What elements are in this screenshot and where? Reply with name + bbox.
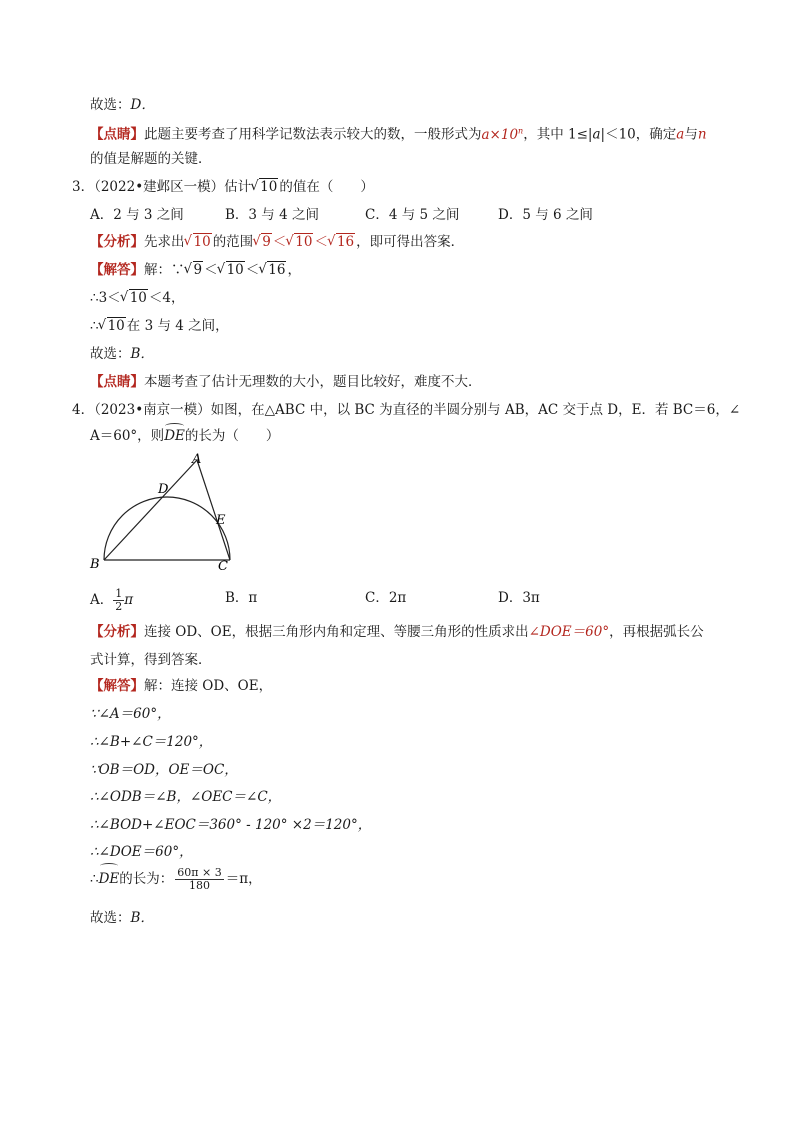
solution-text: ＝π，: [225, 871, 262, 887]
answer-prefix: 故选：: [90, 97, 131, 113]
solution-tag: 【解答】: [90, 262, 144, 278]
q3-answer-line: [90, 344, 154, 364]
q2-answer-line: [90, 95, 155, 115]
option-a: A．2 与 3 之间: [90, 207, 184, 223]
label-e: E: [216, 513, 226, 528]
comment-tag: 【点睛】: [90, 374, 144, 390]
label-b: B: [90, 557, 100, 572]
answer-choice: B．: [130, 910, 154, 926]
semicircle: [104, 497, 230, 560]
analysis-text: 连接 OD、OE，根据三角形内角和定理、等腰三角形的性质求出: [144, 624, 529, 640]
option-d: D．5 与 6 之间: [498, 207, 593, 223]
option-a: A． $\frac{1}{2}$ π: [90, 587, 134, 613]
option-b: B．π: [225, 590, 258, 606]
formula-a-times-10n: $a\times 10^n$: [481, 126, 524, 143]
answer-prefix: 故选：: [90, 346, 131, 362]
therefore-symbol: ∴: [90, 318, 99, 334]
q4-stem-line1: [72, 400, 740, 420]
analysis-text: 的范围: [212, 234, 254, 250]
comment-text: ，其中 1≤|: [523, 126, 593, 143]
formula-n: n: [697, 126, 707, 143]
arc-de: DE: [164, 428, 185, 444]
analysis-text: ，再根据弧长公: [609, 624, 704, 640]
q4-solution-line1: [90, 676, 272, 696]
q4-options: [90, 588, 690, 612]
q4-arc-length-line: [90, 866, 262, 892]
q4-step: ∴∠B+∠C＝120°，: [90, 734, 213, 750]
option-c: C．4 与 5 之间: [365, 207, 460, 223]
q4-step: ∵OB＝OD，OE＝OC，: [90, 762, 238, 778]
sqrt-16: √ 16: [259, 260, 286, 280]
q2-comment-line1: [90, 121, 707, 145]
comment-text: 此题主要考查了用科学记数法表示较大的数，一般形式为: [144, 126, 482, 143]
q3-solution-line2: [90, 288, 184, 308]
label-a: A: [192, 452, 202, 467]
question-text: 的长为（ ）: [184, 428, 280, 444]
analysis-text: ，即可得出答案．: [356, 234, 465, 250]
sqrt-10: √ 10: [99, 316, 126, 336]
therefore-symbol: ∴: [90, 871, 99, 887]
label-d: D: [158, 482, 169, 497]
option-d: D．3π: [498, 590, 540, 606]
sqrt-expression: √ 10: [251, 177, 278, 197]
comment-tag: 【点睛】: [90, 126, 144, 143]
sqrt-10: √ 10: [185, 232, 212, 252]
question-source: （2022•建邺区一模）估计: [94, 179, 252, 195]
q4-step: ∴∠DOE＝60°，: [90, 844, 193, 860]
solution-text: 在 3 与 4 之间，: [126, 318, 229, 334]
fraction-arc-length: $\frac{60\pi \times 3}{180}$: [177, 866, 222, 892]
arc-de: DE: [99, 866, 120, 892]
segment-ab: [104, 460, 197, 560]
question-suffix: 的值在（ ）: [279, 179, 374, 195]
question-number: 3．: [72, 179, 95, 195]
q4-analysis-line1: [90, 622, 704, 642]
answer-choice: B．: [130, 346, 154, 362]
analysis-tag: 【分析】: [90, 234, 144, 250]
q3-stem: [72, 177, 374, 197]
answer-choice: D．: [130, 97, 155, 113]
option-b: B．3 与 4 之间: [225, 207, 319, 223]
sqrt-10: √ 10: [121, 288, 148, 308]
label-c: C: [218, 559, 228, 574]
solution-text: 的长为：: [119, 871, 174, 887]
comment-text: |＜10，确定: [600, 126, 677, 143]
solution-text: ＜4，: [148, 290, 185, 306]
q4-step: ∴∠ODB＝∠B，∠OEC＝∠C，: [90, 789, 282, 805]
q4-answer-line: [90, 908, 154, 928]
segment-ac: [197, 460, 230, 560]
angle-doe-60: ∠DOE＝60°: [528, 624, 610, 640]
comment-text: 与: [684, 126, 698, 143]
analysis-tag: 【分析】: [90, 624, 144, 640]
comment-text: 本题考查了估计无理数的大小，题目比较好，难度不大．: [144, 374, 482, 390]
q3-analysis: [90, 232, 464, 252]
question-text: （2023•南京一模）如图，在△ABC 中，以 BC 为直径的半圆分别与 AB，AC 交于点 D，E．若 BC＝6，∠: [94, 402, 741, 418]
q4-step: ∴∠BOD+∠EOC＝360° - 120° ×2＝120°，: [90, 817, 372, 833]
sqrt-9: √ 9: [185, 260, 204, 280]
solution-text: 解：∵: [144, 262, 185, 278]
triangle-semicircle-figure: [86, 448, 246, 576]
question-number: 4．: [72, 402, 95, 418]
formula-a: a: [676, 126, 685, 143]
q3-solution-line3: [90, 316, 229, 336]
sqrt-10: √ 10: [218, 260, 245, 280]
question-text: A＝60°，则: [90, 428, 165, 444]
q4-stem-line2: [90, 426, 279, 446]
analysis-text: 先求出: [144, 234, 185, 250]
solution-text: 解：连接 OD、OE，: [144, 678, 273, 694]
q2-comment-line2: 的值是解题的关键．: [90, 151, 212, 167]
q3-solution-line1: 【解答】解：∵√ 9 ＜√ 10 ＜√ 16 ，: [90, 260, 301, 280]
inequality: √ 9 ＜√ 10 ＜√ 16: [253, 234, 356, 250]
q3-comment: [90, 372, 482, 392]
solution-tag: 【解答】: [90, 678, 144, 694]
solution-text: ∴3＜: [90, 290, 121, 306]
q4-analysis-line2: 式计算，得到答案．: [90, 652, 212, 668]
q4-step: ∵∠A＝60°，: [90, 706, 171, 722]
formula-a: a: [592, 126, 601, 143]
fraction-one-half: $\frac{1}{2}$: [115, 587, 123, 613]
answer-prefix: 故选：: [90, 910, 131, 926]
option-c: C．2π: [365, 590, 407, 606]
q3-options: [90, 205, 690, 225]
